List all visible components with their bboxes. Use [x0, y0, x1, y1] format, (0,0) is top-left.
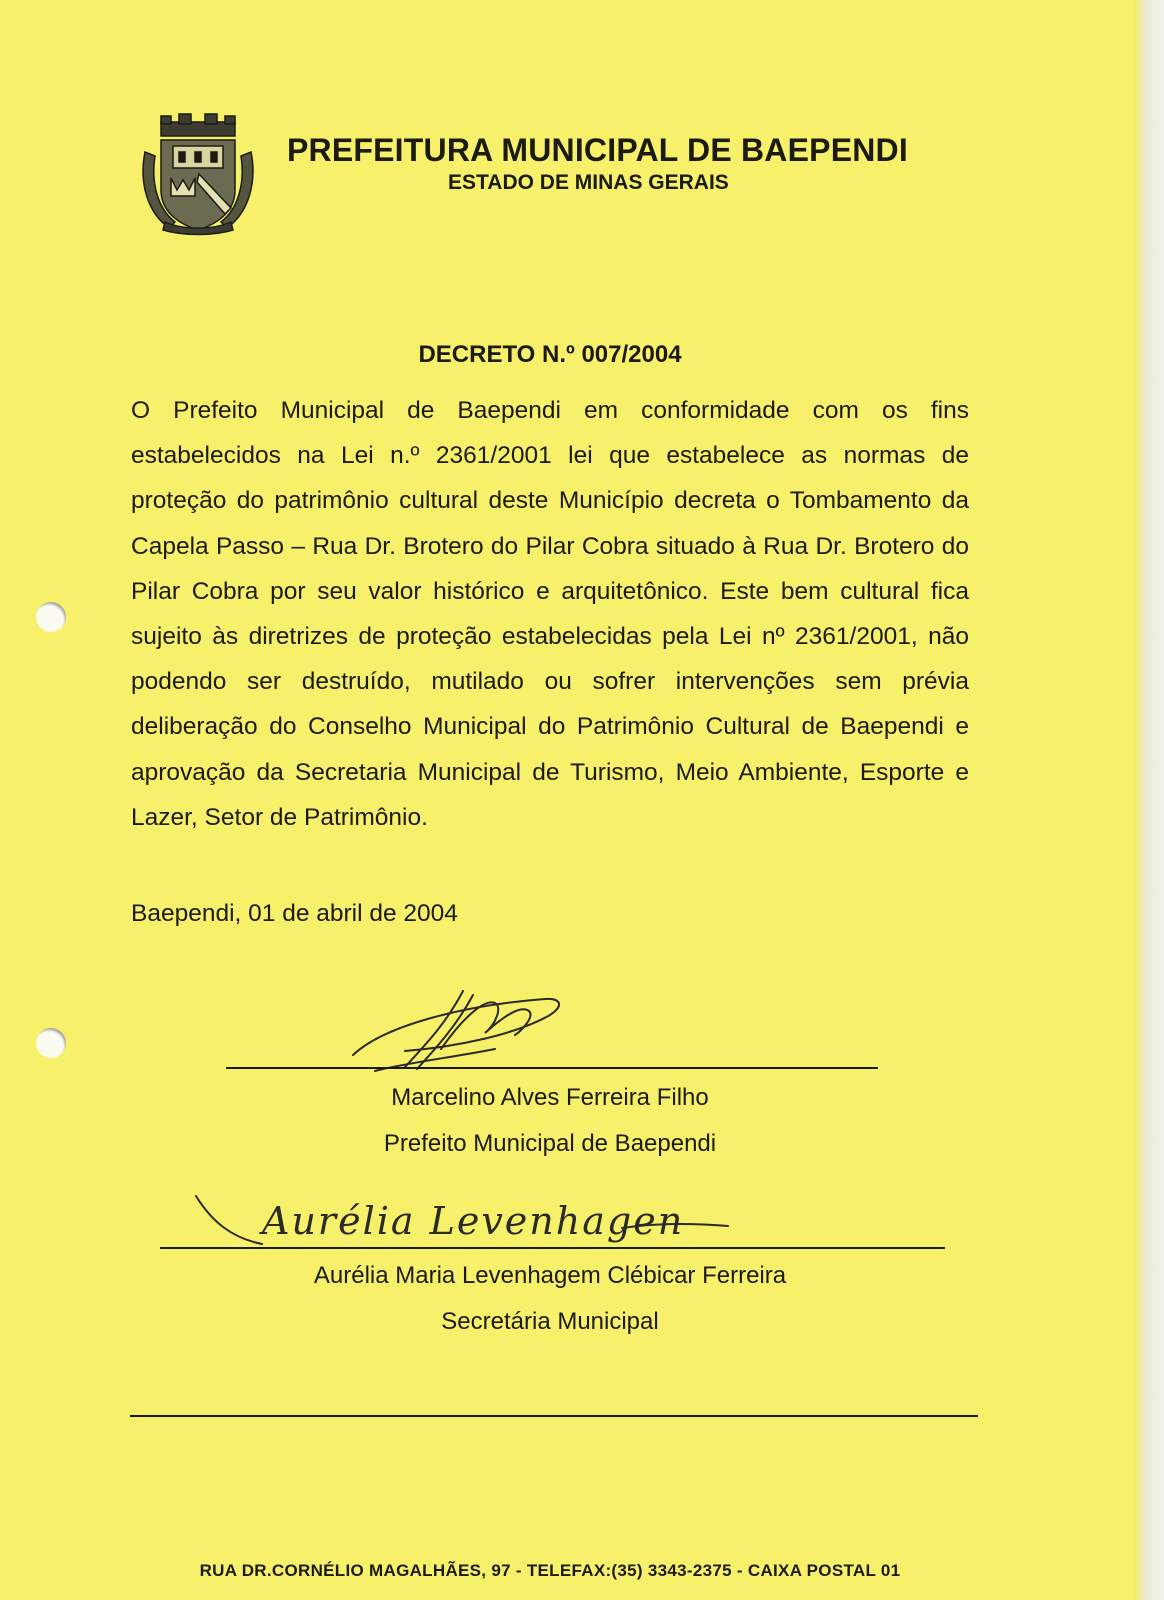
footer-address: RUA DR.CORNÉLIO MAGALHÃES, 97 - TELEFAX:(35) 3343-2375 - CAIXA POSTAL 01: [199, 1561, 901, 1580]
punch-hole-bottom: [36, 1028, 66, 1058]
bottom-rule: [130, 1415, 978, 1417]
header-subtitle: ESTADO DE MINAS GERAIS: [448, 171, 729, 194]
secretary-signature-text: Aurélia Levenhagen: [262, 1199, 685, 1243]
secretary-name: Aurélia Maria Levenhagem Clébicar Ferreira: [313, 1262, 787, 1289]
mayor-title: Prefeito Municipal de Baependi: [383, 1130, 717, 1157]
secretary-signature: [192, 1192, 732, 1250]
decree-body: O Prefeito Municipal de Baependi em conformidade com os fins estabelecidos na Lei n.º 2361/2001 lei que estabelece as normas de proteção do patrimônio cultural deste Município decreta o Tombamento da Capela Passo – Rua Dr. Brotero do Pilar Cobra situado à Rua Dr. Brotero do Pilar Cobra por seu valor histórico e arquitetônico. Este bem cultural fica sujeito às diretrizes de proteção estabelecidas pela Lei nº 2361/2001, não podendo ser destruído, mutilado ou sofrer intervenções sem prévia deliberação do Conselho Municipal do Patrimônio Cultural de Baependi e aprovação da Secretaria Municipal de Turismo, Meio Ambiente, Esporte e Lazer, Setor de Patrimônio.: [131, 397, 969, 831]
decree-date: Baependi, 01 de abril de 2004: [131, 900, 458, 927]
punch-hole-top: [36, 602, 66, 632]
mayor-name: Marcelino Alves Ferreira Filho: [391, 1084, 709, 1111]
paper-edge: [1134, 0, 1164, 1600]
secretary-title: Secretária Municipal: [441, 1308, 659, 1335]
secretary-signature-line: [160, 1247, 945, 1249]
header-title: PREFEITURA MUNICIPAL DE BAEPENDI: [287, 132, 908, 168]
mayor-signature: [345, 985, 575, 1080]
mayor-signature-line: [226, 1067, 878, 1069]
coat-of-arms-icon: [139, 112, 257, 236]
decree-title: DECRETO N.º 007/2004: [418, 341, 682, 368]
